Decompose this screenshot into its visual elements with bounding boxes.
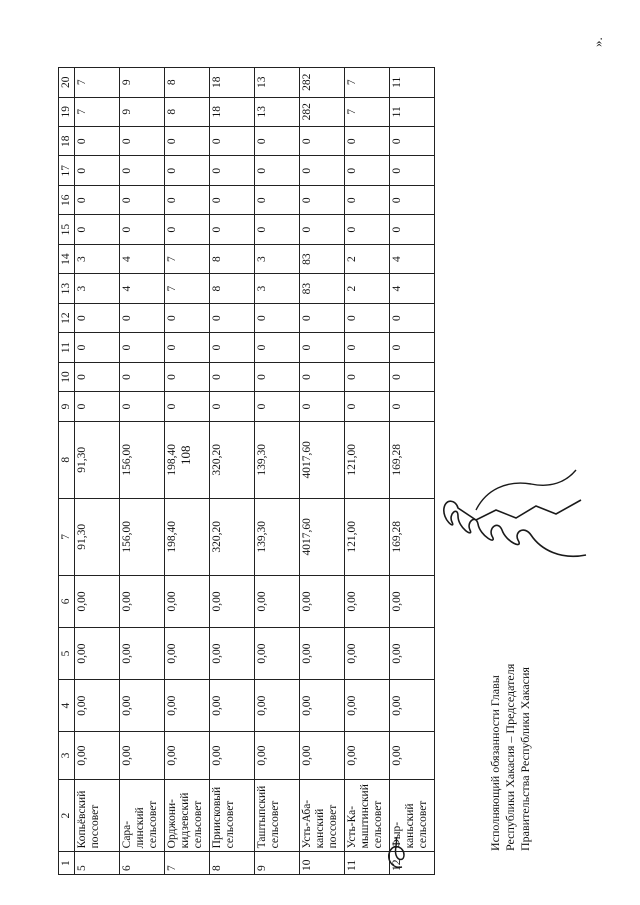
table-cell: 0 [165, 127, 210, 156]
table-cell: 0 [120, 215, 165, 244]
table-cell: 83 [300, 244, 345, 273]
signatory-line-2: Республики Хакасия – Председателя [503, 663, 517, 851]
table-cell: 0,00 [210, 732, 255, 780]
table-cell: 0,00 [255, 732, 300, 780]
table-cell: 13 [255, 68, 300, 98]
column-header: 3 [59, 732, 75, 780]
table-cell: 8 [210, 244, 255, 273]
signatory-block [488, 664, 533, 851]
table-cell: 4017,60 [300, 421, 345, 498]
table-cell: 10 [300, 852, 345, 875]
table-row [120, 68, 165, 875]
table-cell: 169,28 [390, 421, 435, 498]
table-cell: 0,00 [345, 575, 390, 627]
table-cell: 0 [300, 333, 345, 362]
table-cell: 139,30 [255, 421, 300, 498]
signatory-line-1: Исполняющий обязанности Главы [488, 675, 502, 851]
table-cell: 0 [210, 215, 255, 244]
table-cell: 0 [120, 333, 165, 362]
table-cell: 156,00 [120, 498, 165, 575]
table-cell: 0,00 [255, 575, 300, 627]
table-cell: 8 [210, 852, 255, 875]
table-cell: 0 [345, 215, 390, 244]
table-cell: 320,20 [210, 421, 255, 498]
municipality-name-cell: Таштыпский сельсовет [255, 779, 300, 852]
table-cell: 2 [345, 244, 390, 273]
column-header: 8 [59, 421, 75, 498]
table-cell: 0,00 [345, 732, 390, 780]
municipality-name-cell: Копьёвский поссовет [75, 779, 120, 852]
table-row [345, 68, 390, 875]
closing-quote: ». [590, 37, 605, 47]
table-cell: 0 [345, 333, 390, 362]
table-cell: 11 [390, 68, 435, 98]
table-cell: 0 [390, 362, 435, 391]
table-cell: 9 [120, 68, 165, 98]
table-cell: 156,00 [120, 421, 165, 498]
table-cell: 0 [255, 392, 300, 421]
table-cell: 0 [75, 303, 120, 332]
table-cell: 0 [75, 127, 120, 156]
table-cell: 0 [210, 156, 255, 185]
table-cell: 0 [120, 303, 165, 332]
data-table [58, 67, 435, 875]
column-header: 2 [59, 779, 75, 852]
table-cell: 4 [120, 274, 165, 303]
table-cell: 0 [165, 362, 210, 391]
municipality-name-cell: Приисковый сельсовет [210, 779, 255, 852]
table-row [300, 68, 345, 875]
table-cell: 0 [75, 215, 120, 244]
table-cell: 0 [390, 215, 435, 244]
table-cell: 320,20 [210, 498, 255, 575]
handwritten-initial [382, 833, 408, 873]
column-header: 16 [59, 185, 75, 214]
table-cell: 0 [390, 156, 435, 185]
table-cell: 3 [255, 274, 300, 303]
table-cell: 0 [210, 392, 255, 421]
table-cell: 0,00 [120, 575, 165, 627]
column-header: 18 [59, 127, 75, 156]
table-cell: 8 [210, 274, 255, 303]
table-cell: 0 [345, 156, 390, 185]
table-cell: 7 [75, 97, 120, 126]
table-cell: 0,00 [165, 680, 210, 732]
table-cell: 0,00 [300, 680, 345, 732]
table-cell: 0 [165, 392, 210, 421]
table-row [75, 68, 120, 875]
table-cell: 18 [210, 97, 255, 126]
table-cell: 169,28 [390, 498, 435, 575]
table-cell: 2 [345, 274, 390, 303]
table-cell: 0 [165, 333, 210, 362]
table-cell: 0 [165, 215, 210, 244]
page-number: 108 [178, 445, 193, 465]
table-cell: 0 [75, 333, 120, 362]
table-cell: 7 [165, 274, 210, 303]
table-cell: 139,30 [255, 498, 300, 575]
table-cell: 0,00 [390, 732, 435, 780]
table-cell: 0,00 [120, 680, 165, 732]
table-cell: 0 [75, 392, 120, 421]
table-cell: 0 [255, 127, 300, 156]
table-cell: 18 [210, 68, 255, 98]
column-header: 12 [59, 303, 75, 332]
table-cell: 91,30 [75, 498, 120, 575]
table-cell: 0 [120, 185, 165, 214]
column-header: 7 [59, 498, 75, 575]
table-row [210, 68, 255, 875]
table-cell: 198,40 [165, 421, 210, 498]
column-header: 4 [59, 680, 75, 732]
table-cell: 0,00 [345, 680, 390, 732]
table-cell: 0 [345, 185, 390, 214]
table-cell: 0 [390, 333, 435, 362]
table-cell: 0 [255, 333, 300, 362]
table-cell: 0 [120, 156, 165, 185]
column-header: 10 [59, 362, 75, 391]
table-cell: 83 [300, 274, 345, 303]
table-cell: 0 [210, 362, 255, 391]
table-cell: 0,00 [75, 627, 120, 679]
table-header-row [59, 68, 75, 875]
table-cell: 0 [300, 127, 345, 156]
table-cell: 0,00 [255, 627, 300, 679]
table-cell: 0 [75, 185, 120, 214]
table-cell: 0,00 [165, 575, 210, 627]
table-cell: 282 [300, 68, 345, 98]
column-header: 1 [59, 852, 75, 875]
table-cell: 198,40 [165, 498, 210, 575]
signatory-line-3: Правительства Республики Хакасия [518, 667, 532, 851]
table-cell: 0 [255, 215, 300, 244]
table-cell: 0 [300, 362, 345, 391]
table-row [165, 68, 210, 875]
column-header: 13 [59, 274, 75, 303]
table-cell: 3 [75, 244, 120, 273]
municipality-name-cell: Сара- линский сельсовет [120, 779, 165, 852]
table-cell: 0 [120, 362, 165, 391]
table-cell: 0 [300, 185, 345, 214]
table-cell: 7 [165, 852, 210, 875]
table-cell: 0,00 [255, 680, 300, 732]
column-header: 5 [59, 627, 75, 679]
table-cell: 12 [390, 852, 435, 875]
table-cell: 0 [165, 156, 210, 185]
table-cell: 0,00 [120, 732, 165, 780]
column-header: 20 [59, 68, 75, 98]
table-cell: 0 [390, 127, 435, 156]
table-cell: 121,00 [345, 421, 390, 498]
column-header: 14 [59, 244, 75, 273]
table-cell: 0 [300, 303, 345, 332]
table-cell: 4 [120, 244, 165, 273]
table-cell: 3 [75, 274, 120, 303]
table-cell: 7 [165, 244, 210, 273]
table-cell: 0 [255, 303, 300, 332]
table-cell: 11 [345, 852, 390, 875]
table-cell: 0 [255, 185, 300, 214]
table-cell: 11 [390, 97, 435, 126]
table-cell: 0 [390, 185, 435, 214]
table-cell: 8 [165, 68, 210, 98]
table-cell: 0,00 [300, 627, 345, 679]
table-cell: 4 [390, 244, 435, 273]
table-cell: 0,00 [75, 680, 120, 732]
table-cell: 7 [345, 97, 390, 126]
table-cell: 0 [345, 127, 390, 156]
table-cell: 0,00 [390, 680, 435, 732]
table-cell: 0 [300, 392, 345, 421]
table-cell: 0 [345, 392, 390, 421]
table-cell: 8 [165, 97, 210, 126]
table-cell: 0,00 [75, 575, 120, 627]
table-cell: 0 [120, 127, 165, 156]
table-cell: 0 [210, 185, 255, 214]
table-cell: 0 [300, 215, 345, 244]
table-cell: 0 [210, 333, 255, 362]
municipality-name-cell: Усть-Ка- мыштинский сельсовет [345, 779, 390, 852]
column-header: 6 [59, 575, 75, 627]
table-cell: 7 [75, 68, 120, 98]
handwritten-signature [436, 465, 591, 580]
table-cell: 0,00 [390, 575, 435, 627]
table-cell: 9 [255, 852, 300, 875]
municipality-name-cell: Фыр- каньский сельсовет [390, 779, 435, 852]
table-cell: 6 [120, 852, 165, 875]
column-header: 11 [59, 333, 75, 362]
table-cell: 0 [255, 362, 300, 391]
table-cell: 4017,60 [300, 498, 345, 575]
table-cell: 0,00 [165, 732, 210, 780]
table-cell: 13 [255, 97, 300, 126]
table-cell: 0 [390, 392, 435, 421]
table-cell: 3 [255, 244, 300, 273]
table-cell: 0,00 [210, 627, 255, 679]
table-cell: 0,00 [345, 627, 390, 679]
table-cell: 0,00 [75, 732, 120, 780]
table-cell: 0,00 [390, 627, 435, 679]
table-row [390, 68, 435, 875]
table-cell: 0,00 [210, 575, 255, 627]
table-cell: 121,00 [345, 498, 390, 575]
column-header: 15 [59, 215, 75, 244]
table-cell: 7 [345, 68, 390, 98]
column-header: 17 [59, 156, 75, 185]
table-cell: 0 [345, 362, 390, 391]
table-cell: 0 [210, 127, 255, 156]
table-cell: 0 [165, 303, 210, 332]
table-cell: 5 [75, 852, 120, 875]
table-cell: 0,00 [210, 680, 255, 732]
table-cell: 4 [390, 274, 435, 303]
column-header: 19 [59, 97, 75, 126]
table-cell: 0,00 [120, 627, 165, 679]
column-header: 9 [59, 392, 75, 421]
table-cell: 0,00 [300, 575, 345, 627]
table-cell: 0 [300, 156, 345, 185]
table-cell: 0,00 [165, 627, 210, 679]
table-cell: 0 [75, 362, 120, 391]
table-cell: 0 [120, 392, 165, 421]
table-cell: 0 [255, 156, 300, 185]
table-cell: 282 [300, 97, 345, 126]
table-cell: 0 [210, 303, 255, 332]
table-row [255, 68, 300, 875]
table-cell: 0 [165, 185, 210, 214]
table-cell: 9 [120, 97, 165, 126]
table-cell: 0 [75, 156, 120, 185]
table-cell: 0,00 [300, 732, 345, 780]
municipality-name-cell: Усть-Аба- канский поссовет [300, 779, 345, 852]
table-cell: 91,30 [75, 421, 120, 498]
municipality-name-cell: Орджони- кидзевский сельсовет [165, 779, 210, 852]
table-cell: 0 [345, 303, 390, 332]
table-cell: 0 [390, 303, 435, 332]
